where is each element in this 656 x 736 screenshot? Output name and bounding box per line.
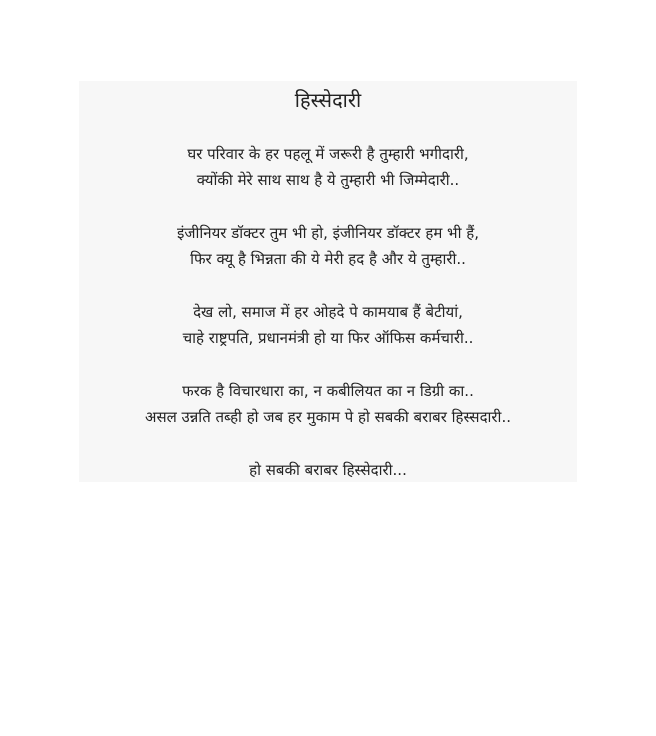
poem-card [79,81,577,482]
poem-line: फरक है विचारधारा का, न कबीलियत का न डिग्री का.. [182,382,474,400]
poem-line: देख लो, समाज में हर ओहदे पे कामयाब हैं बेटीयां, [193,303,463,321]
poem-line: असल उन्नति तब्ही हो जब हर मुकाम पे हो सबकी बराबर हिस्सदारी.. [145,408,511,426]
poem-closing-line: हो सबकी बराबर हिस्सेदारी... [249,461,407,479]
poem-line: फिर क्यू है भिन्नता की ये मेरी हद है और ये तुम्हारी.. [190,250,466,268]
poem-line: इंजीनियर डॉक्टर तुम भी हो, इंजीनियर डॉक्टर हम भी हैं, [177,224,479,242]
poem-line: चाहे राष्ट्रपति, प्रधानमंत्री हो या फिर ऑफिस कर्मचारी.. [182,329,474,347]
poem-line: घर परिवार के हर पहलू में जरूरी है तुम्हारी भगीदारी, [187,145,469,163]
poem-title: हिस्सेदारी [294,88,362,112]
poem-line: क्योंकी मेरे साथ साथ है ये तुम्हारी भी जिम्मेदारी.. [196,171,460,189]
